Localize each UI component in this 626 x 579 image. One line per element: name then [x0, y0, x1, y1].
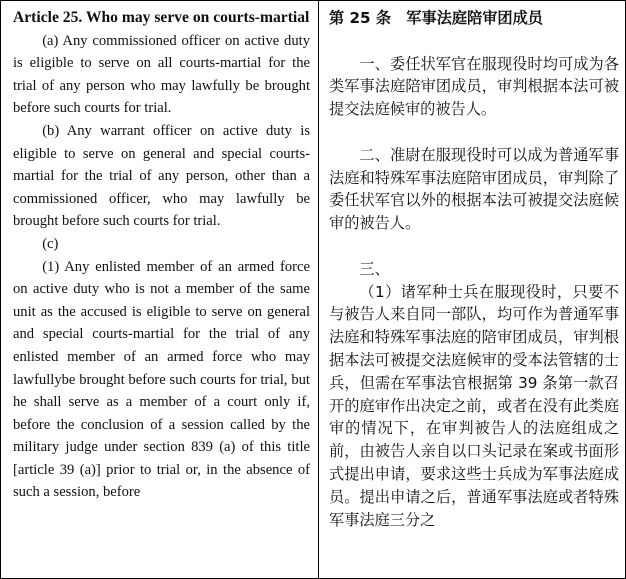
english-paragraph-c-heading: (c) — [42, 235, 59, 252]
chinese-paragraph-1: 一、委任状军官在服现役时均可成为各类军事法庭陪审团成员，审判根据本法可被提交法庭候审的被告人。 — [329, 54, 619, 119]
chinese-article-title: 第 25 条 军事法庭陪审团成员 — [329, 9, 543, 27]
chinese-paragraph-3-1: （1）诸军种士兵在服现役时，只要不与被告人来自同一部队，均可作为普通军事法庭和特殊军事法庭的陪审团成员，审判根据本法可被提交法庭候审的受本法管辖的士兵，但需在军事法官根据第 39 条第一款召开的庭审作出决定之前，或者在没有此类庭审的情况下，在审判被告人的法庭组成之前，由被告人亲自以口头记录在案或书面形式提出申请，要求这些士兵成为军事法庭成员。提出申请之后，普通军事法庭或者特殊军事法庭三分之 — [329, 282, 619, 529]
english-article-title: Article 25. Who may serve on courts-martial — [13, 9, 310, 26]
chinese-column — [319, 1, 625, 578]
english-paragraph-a: (a) Any commissioned officer on active duty is eligible to serve on all courts-martial for the trial of any person who may lawfully be brought before such courts for trial. — [13, 32, 310, 117]
english-paragraph-c1: (1) Any enlisted member of an armed force on active duty who is not a member of the same unit as the accused is eligible to serve on general and special courts-martial for the trial of any enlisted member of an armed force who may lawfullybe brought before such courts for trial, but he shall serve as a member of a court only if, before the conclusion of a session called by the military judge under section 839 (a) of this title [article 39 (a)] prior to trial or, in the absence of such a session, before — [13, 258, 310, 501]
chinese-paragraph-2: 二、准尉在服现役时可以成为普通军事法庭和特殊军事法庭陪审团成员，审判除了委任状军官以外的根据本法可被提交法庭候审的被告人。 — [329, 145, 619, 233]
chinese-paragraph-3-heading: 三、 — [359, 259, 390, 278]
english-column — [1, 1, 319, 578]
english-paragraph-b: (b) Any warrant officer on active duty is eligible to serve on general and special courts-martial for the trial of any person, other than a commissioned officer, who may lawfully be brought before such courts for trial. — [13, 122, 310, 230]
